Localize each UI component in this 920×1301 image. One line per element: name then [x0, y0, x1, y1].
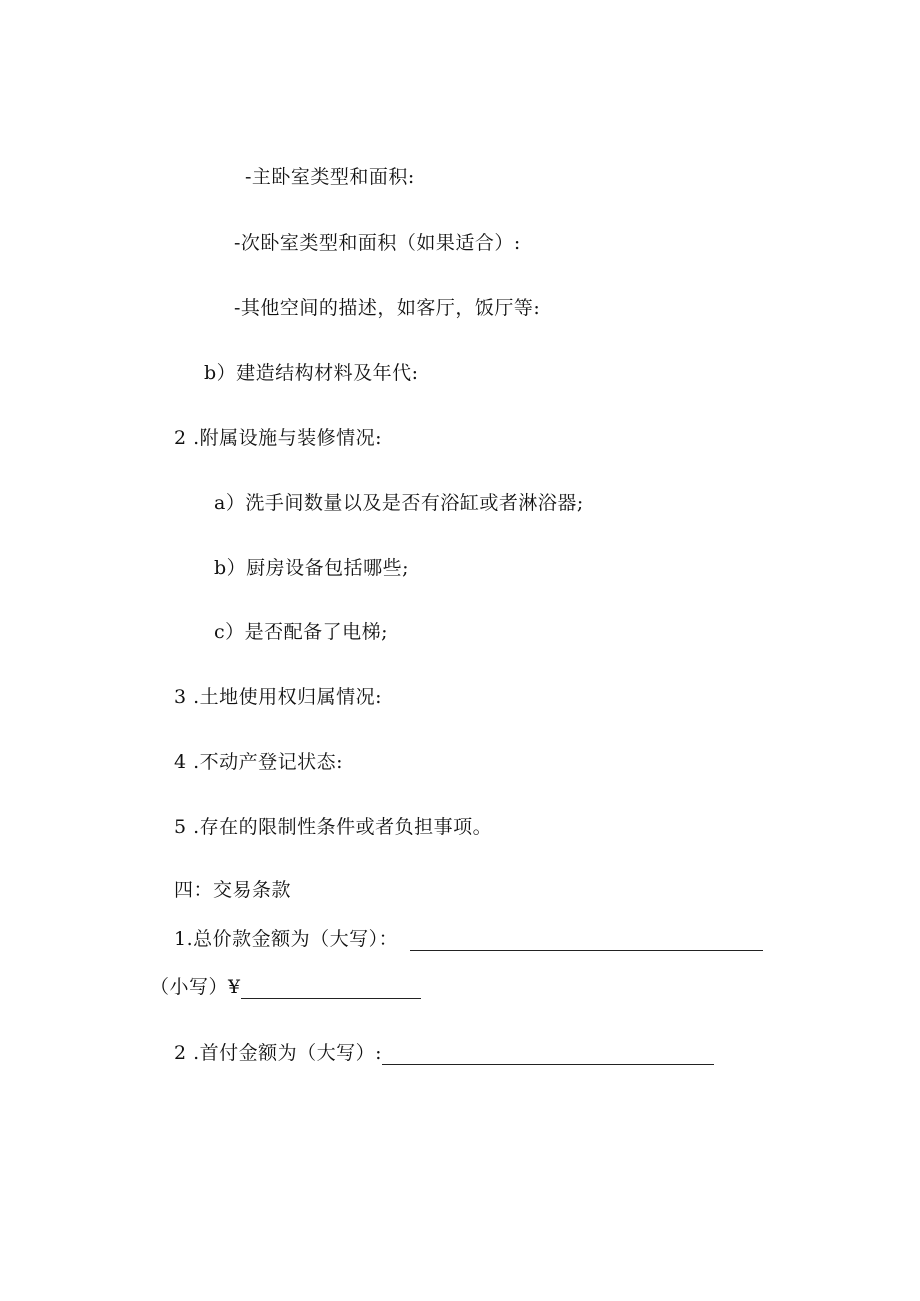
down-payment-label: 2 .首付金额为（大写）: — [174, 1042, 383, 1064]
total-price-upper-row — [174, 927, 763, 951]
master-bedroom-line: -主卧室类型和面积: — [245, 166, 415, 188]
item-2c-line: c）是否配备了电梯; — [214, 621, 389, 643]
down-payment-blank[interactable] — [382, 1046, 714, 1065]
item-4-heading: 4 .不动产登记状态: — [174, 751, 344, 773]
structure-line: b）建造结构材料及年代: — [204, 362, 419, 384]
total-price-lower-row — [150, 975, 421, 999]
total-price-lower-blank[interactable] — [241, 980, 421, 999]
item-2-heading: 2 .附属设施与装修情况: — [174, 427, 383, 449]
item-2b-line: b）厨房设备包括哪些; — [214, 557, 410, 579]
total-price-upper-label: 1.总价款金额为（大写）： — [174, 928, 399, 950]
item-5-heading: 5 .存在的限制性条件或者负担事项。 — [174, 816, 493, 838]
down-payment-row — [174, 1041, 714, 1065]
section-4-heading: 四：交易条款 — [174, 879, 292, 901]
item-2a-line: a）洗手间数量以及是否有浴缸或者淋浴器; — [214, 492, 584, 514]
other-spaces-line: -其他空间的描述，如客厅，饭厅等: — [234, 297, 541, 319]
item-3-heading: 3 .土地使用权归属情况: — [174, 686, 383, 708]
total-price-upper-blank[interactable] — [410, 932, 763, 951]
second-bedroom-line: -次卧室类型和面积（如果适合）: — [234, 232, 521, 254]
total-price-lower-label: （小写）¥ — [150, 976, 241, 998]
